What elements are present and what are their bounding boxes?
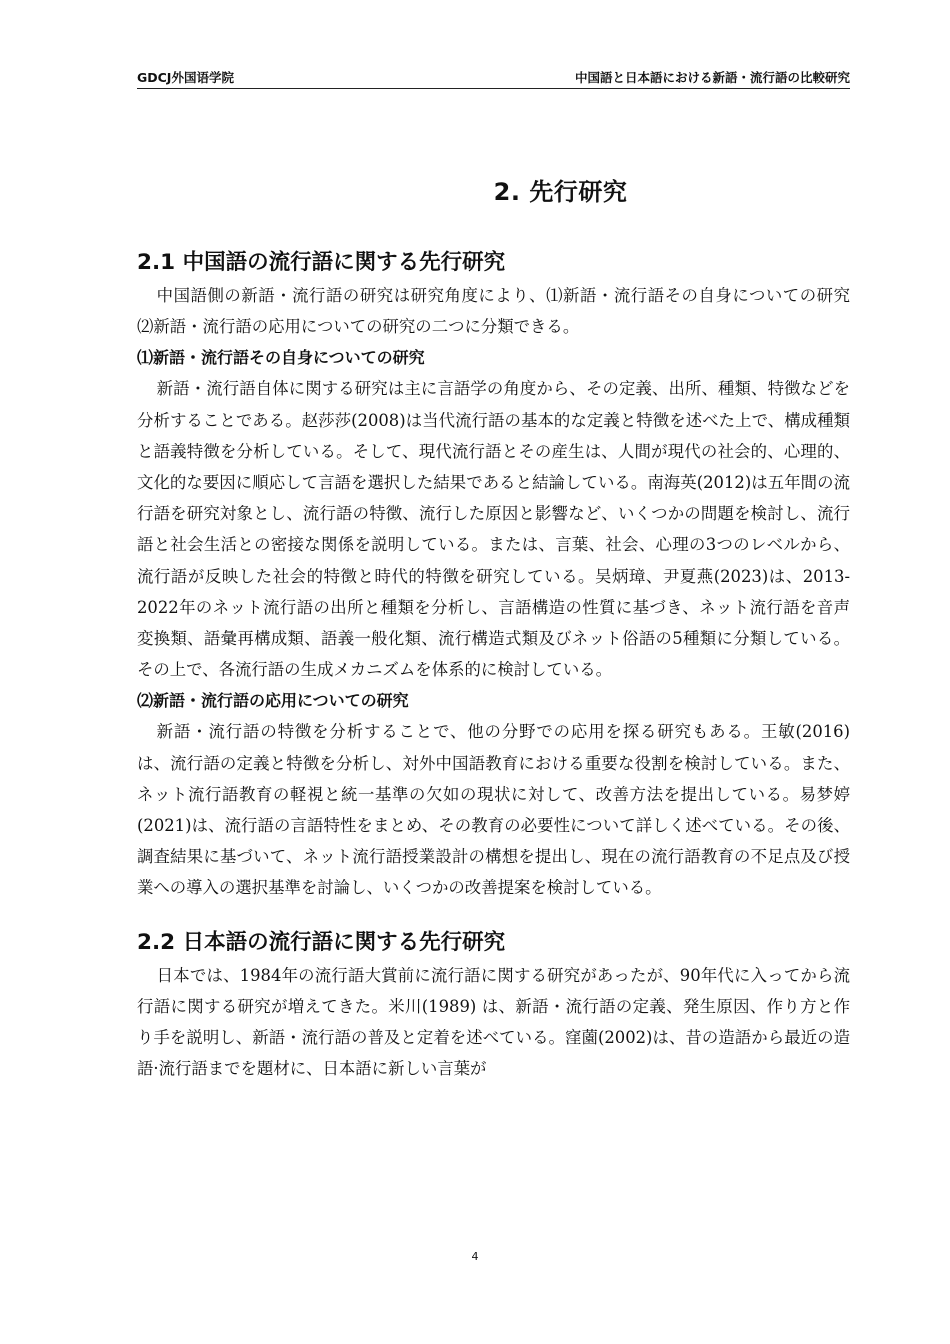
page-number: 4 [471, 1250, 479, 1263]
running-header [137, 66, 850, 89]
header-paper-title: 中国語と日本語における新語・流行語の比較研究 [574, 70, 850, 85]
section-2-1-title: 2.1 中国語の流行語に関する先行研究 [137, 250, 506, 275]
section-2-2-body: 日本では、1984年の流行語大賞前に流行語に関する研究があったが、90年代に入ってから流行語に関する研究が増えてきた。米川(1989) は、新語・流行語の定義、発生原因、作り方と作り手を説明し、新語・流行語の普及と定着を述べている。窪薗(2002)は、昔の造語から最近の造語·流行語までを題材に、日本語に新しい言葉が [137, 965, 850, 1079]
subsection-1-body: 新語・流行語自体に関する研究は主に言語学の角度から、その定義、出所、種類、特徴などを分析することである。赵莎莎(2008)は当代流行語の基本的な定義と特徴を述べた上で、構成種類と語義特徴を分析している。そして、現代流行語とその産生は、人間が現代の社会的、心理的、文化的な要因に順応して言語を選択した結果であると結論している。南海英(2012)は五年間の流行語を研究対象とし、流行語の特徴、流行した原因と影響など、いくつかの問題を検討し、流行語と社会生活との密接な関係を説明している。または、言葉、社会、心理の3つのレベルから、流行語が反映した社会的特徴と時代的特徴を研究している。吴炳璋、尹夏燕(2023)は、2013-2022年のネット流行語の出所と種類を分析し、言語構造の性質に基づき、ネット流行語を音声変換類、語彙再構成類、語義一般化類、流行構造式類及びネット俗語の5種類に分類している。その上で、各流行語の生成メカニズムを体系的に検討している。 [137, 379, 850, 680]
page-content [137, 170, 867, 1084]
chapter-title: 2. 先行研究 [493, 178, 628, 206]
subsection-1-title: ⑴新語・流行語その自身についての研究 [137, 348, 425, 368]
section-2-1-intro: 中国語側の新語・流行語の研究は研究角度により、⑴新語・流行語その自身についての研究 ⑵新語・流行語の応用についての研究の二つに分類できる。 [137, 286, 867, 337]
subsection-2-title: ⑵新語・流行語の応用についての研究 [137, 691, 409, 711]
header-institution: GDCJ外国语学院 [137, 70, 234, 85]
subsection-2-body: 新語・流行語の特徴を分析することで、他の分野での応用を探る研究もある。王敏(2016)は、流行語の定義と特徴を分析し、対外中国語教育における重要な役割を検討している。また、ネット流行語教育の軽視と統一基準の欠如の現状に対して、改善方法を提出している。易梦婷 (2021)は、流行語の言語特性をまとめ、その教育の必要性について詳しく述べている。その後、調査結果に基づいて、ネット流行語授業設計の構想を提出し、現在の流行語教育の不足点及び授業への導入の選択基準を討論し、いくつかの改善提案を検討している。 [137, 722, 851, 898]
section-2-2-title: 2.2 日本語の流行語に関する先行研究 [137, 929, 506, 955]
